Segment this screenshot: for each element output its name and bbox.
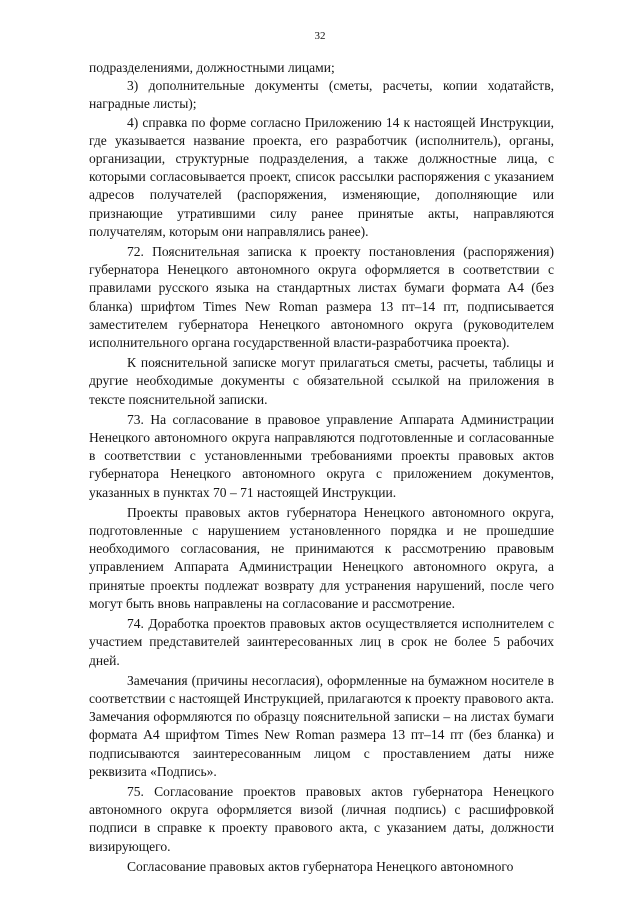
list-item-4: 4) справка по форме согласно Приложению 14 к настоящей Инструкции, где указывается название проекта, его разработчик (исполнитель), органы, организации, структурные подразделения, а также должностные лица, с которыми согласовывается проект, список рассылки распоряжения с указанием адресов получателей (распоряжения, изменяющие, дополняющие или признающие утратившими силу ранее принятые акты, направляются получателям, которым они направлялись ранее).	[89, 114, 554, 239]
paragraph-continuation: подразделениями, должностными лицами;	[89, 60, 335, 75]
paragraph-attachments: К пояснительной записке могут прилагаться сметы, расчеты, таблицы и другие необходимые документы с обязательной ссылкой на приложения в тексте пояснительной записки.	[89, 355, 554, 407]
page-number: 32	[314, 30, 326, 42]
paragraph-rejected-drafts: Проекты правовых актов губернатора Ненецкого автономного округа, подготовленные с нарушением установленного порядка и не прошедшие необходимого согласования, не принимаются к рассмотрению правовым управлением Аппарата Администрации Ненецкого автономного округа, а принятые проекты подлежат возврату для устранения нарушений, после чего могут быть вновь направлены на согласование и рассмотрение.	[89, 504, 554, 611]
paragraph-approval-continued: Согласование правовых актов губернатора Ненецкого автономного	[127, 858, 514, 874]
list-item-3: 3) дополнительные документы (сметы, расчеты, копии ходатайств, наградные листы);	[89, 78, 554, 112]
paragraph-remarks: Замечания (причины несогласия), оформленные на бумажном носителе в соответствии с настоящей Инструкцией, прилагаются к проекту правового акта. Замечания оформляются по образцу пояснительной записки – на листах бумаги формата А4 шрифтом Times New Roman размера 13 пт–14 пт (без бланка) и подписываются заинтересованным лицом с проставлением даты ниже реквизита «Подпись».	[89, 672, 554, 779]
clause-73: 73. На согласование в правовое управление Аппарата Администрации Ненецкого автономного округа направляются подготовленные и согласованные в соответствии с установленными требованиями проекты правовых актов губернатора Ненецкого автономного округа с приложением документов, указанных в пунктах 70 – 71 настоящей Инструкции.	[89, 411, 554, 500]
clause-72: 72. Пояснительная записка к проекту постановления (распоряжения) губернатора Ненецкого автономного округа оформляется в соответствии с правилами русского языка на стандартных листах бумаги формата А4 (без бланка) шрифтом Times New Roman размера 13 пт–14 пт, подписывается заместителем губернатора Ненецкого автономного округа (руководителем исполнительного органа государственной власти-разработчика проекта).	[89, 244, 554, 351]
clause-75: 75. Согласование проектов правовых актов губернатора Ненецкого автономного округа оформляется визой (личная подпись) с расшифровкой подписи в справке к проекту правового акта, с указанием даты, должности визирующего.	[89, 783, 554, 854]
clause-74: 74. Доработка проектов правовых актов осуществляется исполнителем с участием представителей заинтересованных лиц в срок не более 5 рабочих дней.	[89, 616, 554, 668]
document-body	[89, 59, 554, 876]
